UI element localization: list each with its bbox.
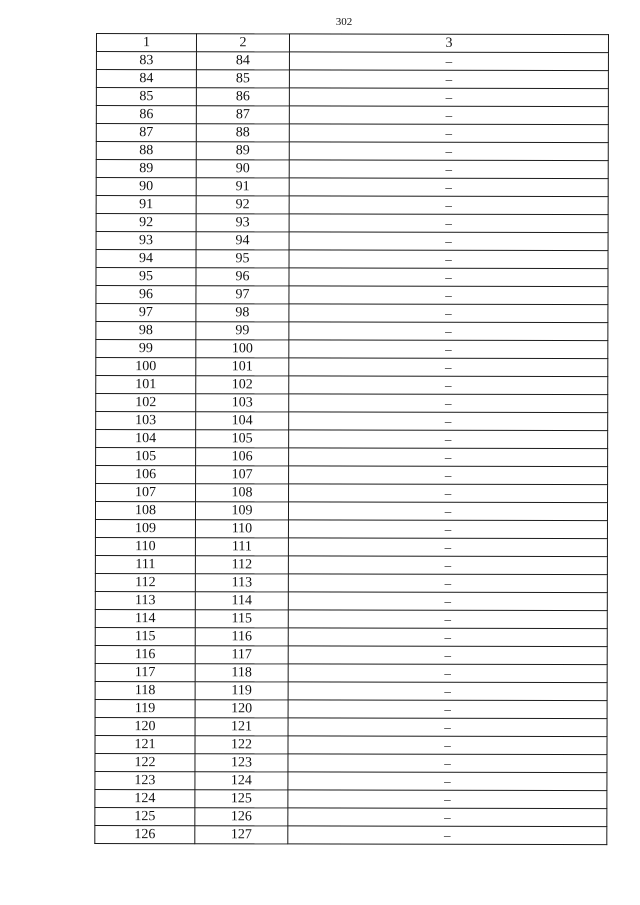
table-row bbox=[95, 591, 607, 610]
table-cell-col-2: 108 bbox=[196, 484, 289, 502]
table-cell-col-3: – bbox=[289, 142, 608, 161]
table-cell-col-3: – bbox=[289, 430, 608, 449]
table-cell-col-2: 84 bbox=[196, 52, 289, 70]
table-cell-col-2: 118 bbox=[195, 664, 288, 682]
table-cell-col-3: – bbox=[289, 232, 608, 251]
table-cell-col-1: 117 bbox=[95, 663, 195, 681]
table-cell-col-3: – bbox=[288, 592, 607, 611]
table-cell-col-1: 93 bbox=[96, 232, 196, 250]
table-cell-col-1: 121 bbox=[95, 735, 195, 753]
table-cell-col-2: 98 bbox=[196, 304, 289, 322]
page-number: 302 bbox=[335, 16, 353, 28]
table-cell-col-3: – bbox=[289, 88, 608, 107]
table-cell-col-3: – bbox=[289, 394, 608, 413]
table-cell-col-1: 102 bbox=[96, 394, 196, 412]
table-row bbox=[96, 448, 608, 467]
table-cell-col-3: – bbox=[288, 718, 607, 737]
table-cell-col-3: – bbox=[288, 538, 607, 557]
table-row bbox=[95, 807, 607, 826]
table-cell-col-3: – bbox=[289, 106, 608, 125]
table-cell-col-3: – bbox=[289, 376, 608, 395]
table-cell-col-3: – bbox=[289, 160, 608, 179]
table-row bbox=[96, 358, 608, 377]
table-cell-col-1: 86 bbox=[96, 106, 196, 124]
table-cell-col-1: 95 bbox=[96, 268, 196, 286]
table-row bbox=[96, 322, 608, 341]
table-cell-col-3: – bbox=[289, 484, 608, 503]
table-row bbox=[95, 699, 607, 718]
table-row bbox=[95, 825, 607, 844]
table-cell-col-1: 124 bbox=[95, 789, 195, 807]
column-header-2: 2 bbox=[196, 34, 289, 52]
table-row bbox=[96, 484, 608, 503]
table-cell-col-1: 119 bbox=[95, 699, 195, 717]
table-row bbox=[96, 214, 608, 233]
table-cell-col-1: 97 bbox=[96, 304, 196, 322]
table-cell-col-3: – bbox=[288, 556, 607, 575]
table-cell-col-2: 111 bbox=[195, 538, 288, 556]
table-cell-col-2: 103 bbox=[196, 394, 289, 412]
table-row bbox=[95, 520, 607, 539]
table-cell-col-3: – bbox=[288, 790, 607, 809]
table-cell-col-1: 96 bbox=[96, 286, 196, 304]
table-cell-col-1: 91 bbox=[96, 196, 196, 214]
table-cell-col-1: 125 bbox=[95, 807, 195, 825]
table-cell-col-1: 110 bbox=[95, 537, 195, 555]
table-row bbox=[96, 232, 608, 251]
table-cell-col-2: 99 bbox=[196, 322, 289, 340]
table-cell-col-1: 89 bbox=[96, 160, 196, 178]
table-cell-col-1: 122 bbox=[95, 753, 195, 771]
table-cell-col-1: 84 bbox=[96, 70, 196, 88]
table-cell-col-3: – bbox=[288, 574, 607, 593]
table-cell-col-2: 120 bbox=[195, 700, 288, 718]
table-cell-col-3: – bbox=[289, 412, 608, 431]
table-cell-col-1: 90 bbox=[96, 178, 196, 196]
table-cell-col-1: 106 bbox=[96, 466, 196, 484]
table-cell-col-2: 94 bbox=[196, 232, 289, 250]
table-cell-col-3: – bbox=[288, 808, 607, 827]
table-cell-col-1: 116 bbox=[95, 645, 195, 663]
table-row bbox=[96, 88, 608, 107]
table-row bbox=[96, 268, 608, 287]
table-row bbox=[95, 753, 607, 772]
table-cell-col-1: 112 bbox=[95, 573, 195, 591]
table-cell-col-3: – bbox=[289, 448, 608, 467]
table-cell-col-2: 105 bbox=[196, 430, 289, 448]
table-cell-col-3: – bbox=[289, 340, 608, 359]
table-cell-col-2: 101 bbox=[196, 358, 289, 376]
table-cell-col-1: 114 bbox=[95, 609, 195, 627]
table-cell-col-1: 126 bbox=[95, 825, 195, 843]
table-cell-col-2: 106 bbox=[196, 448, 289, 466]
table-cell-col-1: 105 bbox=[96, 448, 196, 466]
table-row bbox=[96, 286, 608, 305]
table-row bbox=[95, 717, 607, 736]
table-row bbox=[95, 555, 607, 574]
table-cell-col-1: 98 bbox=[96, 322, 196, 340]
table-row bbox=[96, 70, 608, 89]
table-row bbox=[96, 106, 608, 125]
table-cell-col-2: 89 bbox=[196, 142, 289, 160]
table-cell-col-1: 100 bbox=[96, 358, 196, 376]
table-row bbox=[95, 663, 607, 682]
table-row bbox=[96, 142, 608, 161]
table-cell-col-1: 94 bbox=[96, 250, 196, 268]
table-cell-col-2: 112 bbox=[195, 556, 288, 574]
table-cell-col-2: 100 bbox=[196, 340, 289, 358]
table-cell-col-3: – bbox=[288, 754, 607, 773]
table-cell-col-1: 108 bbox=[95, 502, 195, 520]
table-cell-col-2: 125 bbox=[195, 790, 288, 808]
table-cell-col-2: 88 bbox=[196, 124, 289, 142]
table-cell-col-1: 113 bbox=[95, 591, 195, 609]
column-header-1: 1 bbox=[96, 34, 196, 52]
table-row bbox=[96, 178, 608, 197]
table-cell-col-3: – bbox=[289, 124, 608, 143]
table-cell-col-1: 85 bbox=[96, 88, 196, 106]
table-cell-col-3: – bbox=[289, 250, 608, 269]
table-cell-col-2: 121 bbox=[195, 718, 288, 736]
table-row bbox=[95, 502, 607, 521]
table-cell-col-3: – bbox=[288, 826, 607, 845]
table-row bbox=[96, 430, 608, 449]
table-cell-col-2: 126 bbox=[195, 808, 288, 826]
table-header bbox=[96, 34, 608, 53]
table-cell-col-2: 114 bbox=[195, 592, 288, 610]
table-row bbox=[95, 645, 607, 664]
table-cell-col-2: 115 bbox=[195, 610, 288, 628]
table-row bbox=[96, 340, 608, 359]
table-cell-col-3: – bbox=[289, 178, 608, 197]
table-cell-col-2: 91 bbox=[196, 178, 289, 196]
table-cell-col-2: 117 bbox=[195, 646, 288, 664]
table-cell-col-3: – bbox=[288, 628, 607, 647]
table-cell-col-2: 123 bbox=[195, 754, 288, 772]
table-row bbox=[96, 412, 608, 431]
table-cell-col-2: 113 bbox=[195, 574, 288, 592]
table-cell-col-3: – bbox=[288, 520, 607, 539]
table-cell-col-2: 96 bbox=[196, 268, 289, 286]
table-cell-col-1: 109 bbox=[95, 520, 195, 538]
table-row bbox=[96, 250, 608, 269]
table-row bbox=[96, 124, 608, 143]
table-cell-col-2: 87 bbox=[196, 106, 289, 124]
table-row bbox=[95, 681, 607, 700]
table-cell-col-1: 118 bbox=[95, 681, 195, 699]
table-cell-col-2: 119 bbox=[195, 682, 288, 700]
table-cell-col-3: – bbox=[289, 466, 608, 485]
table-cell-col-2: 86 bbox=[196, 88, 289, 106]
table-cell-col-1: 104 bbox=[96, 430, 196, 448]
table-cell-col-2: 92 bbox=[196, 196, 289, 214]
table-row bbox=[96, 376, 608, 395]
table-cell-col-2: 124 bbox=[195, 772, 288, 790]
table-row bbox=[96, 52, 608, 71]
table-cell-col-3: – bbox=[289, 304, 608, 323]
table-cell-col-1: 101 bbox=[96, 376, 196, 394]
table-cell-col-3: – bbox=[288, 502, 607, 521]
table-row bbox=[96, 196, 608, 215]
table-cell-col-3: – bbox=[289, 214, 608, 233]
table-cell-col-1: 115 bbox=[95, 627, 195, 645]
table-cell-col-3: – bbox=[289, 70, 608, 89]
table-cell-col-3: – bbox=[289, 268, 608, 287]
table-row bbox=[96, 394, 608, 413]
table-cell-col-1: 99 bbox=[96, 340, 196, 358]
table-cell-col-2: 97 bbox=[196, 286, 289, 304]
data-table bbox=[94, 33, 609, 845]
table-cell-col-3: – bbox=[289, 196, 608, 215]
table-row bbox=[95, 573, 607, 592]
table-cell-col-2: 93 bbox=[196, 214, 289, 232]
table-row bbox=[96, 304, 608, 323]
table-cell-col-3: – bbox=[289, 322, 608, 341]
table-cell-col-1: 87 bbox=[96, 124, 196, 142]
table-row bbox=[95, 537, 607, 556]
table-row bbox=[95, 627, 607, 646]
table-cell-col-1: 107 bbox=[96, 484, 196, 502]
table-cell-col-3: – bbox=[288, 682, 607, 701]
table-cell-col-1: 123 bbox=[95, 771, 195, 789]
table-row bbox=[95, 771, 607, 790]
table-cell-col-1: 120 bbox=[95, 717, 195, 735]
table-cell-col-2: 116 bbox=[195, 628, 288, 646]
table-cell-col-3: – bbox=[288, 610, 607, 629]
table-row bbox=[96, 466, 608, 485]
table-cell-col-2: 122 bbox=[195, 736, 288, 754]
table-cell-col-2: 102 bbox=[196, 376, 289, 394]
table-cell-col-3: – bbox=[288, 700, 607, 719]
table-cell-col-2: 90 bbox=[196, 160, 289, 178]
table-row bbox=[95, 735, 607, 754]
table-row bbox=[96, 160, 608, 179]
column-header-3: 3 bbox=[289, 34, 608, 53]
table-cell-col-1: 103 bbox=[96, 412, 196, 430]
table-cell-col-1: 83 bbox=[96, 52, 196, 70]
table-cell-col-3: – bbox=[288, 736, 607, 755]
table-cell-col-2: 85 bbox=[196, 70, 289, 88]
table-cell-col-2: 109 bbox=[195, 502, 288, 520]
table-cell-col-1: 92 bbox=[96, 214, 196, 232]
table-cell-col-3: – bbox=[288, 664, 607, 683]
table-cell-col-2: 127 bbox=[195, 826, 288, 844]
table-cell-col-1: 111 bbox=[95, 555, 195, 573]
table-cell-col-1: 88 bbox=[96, 142, 196, 160]
table-body bbox=[95, 52, 609, 845]
table-cell-col-2: 110 bbox=[195, 520, 288, 538]
table-cell-col-3: – bbox=[288, 772, 607, 791]
table-cell-col-3: – bbox=[289, 286, 608, 305]
table-row bbox=[95, 609, 607, 628]
table-cell-col-3: – bbox=[289, 52, 608, 71]
table-cell-col-2: 95 bbox=[196, 250, 289, 268]
table-cell-col-2: 107 bbox=[196, 466, 289, 484]
table-cell-col-3: – bbox=[288, 646, 607, 665]
table-header-row bbox=[96, 34, 608, 53]
table-row bbox=[95, 789, 607, 808]
table-cell-col-2: 104 bbox=[196, 412, 289, 430]
table-cell-col-3: – bbox=[289, 358, 608, 377]
